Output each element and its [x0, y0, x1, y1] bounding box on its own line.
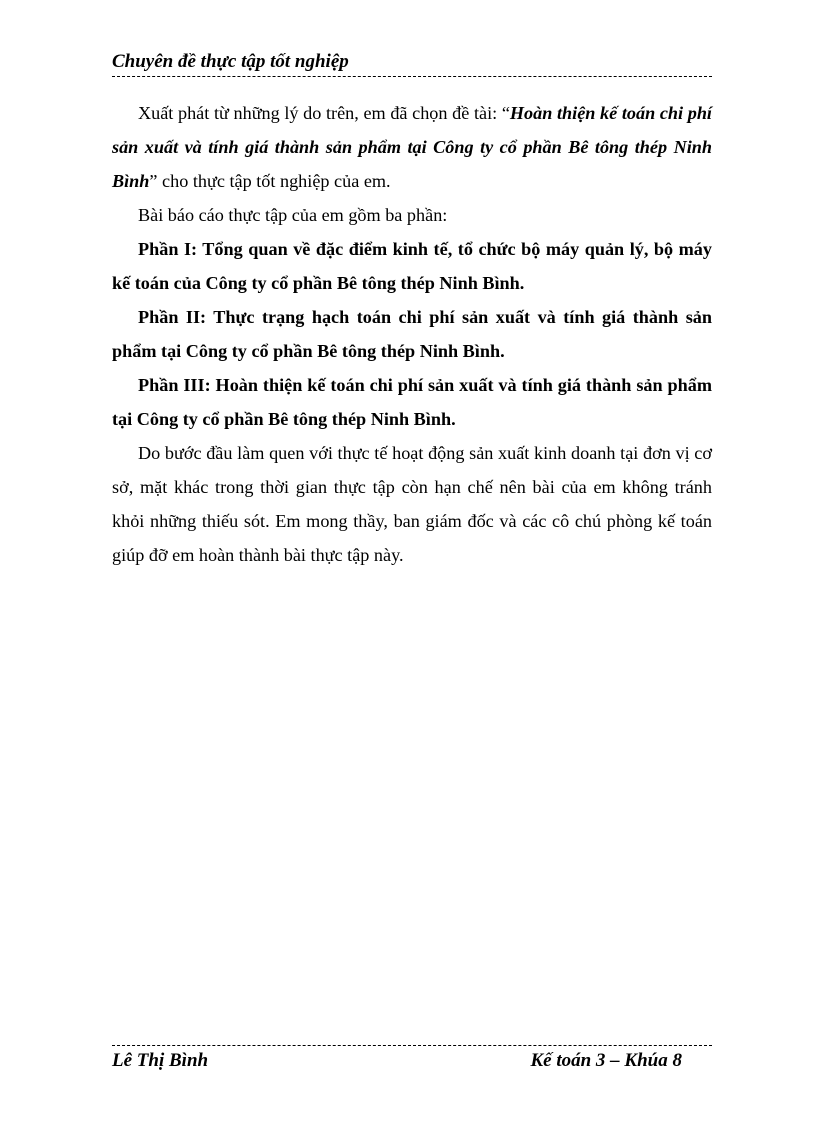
paragraph-topic-choice: [112, 96, 712, 198]
page-footer: [112, 1045, 712, 1076]
thesis-topic-title: Hoàn thiện kế toán chi phí sản xuất và tính giá thành sản phẩm tại Công ty cổ phần Bê tông thép Ninh Bình: [112, 103, 712, 191]
paragraph-outro-text: ” cho thực tập tốt nghiệp của em.: [149, 171, 391, 191]
page-header: [112, 50, 712, 77]
section-part-3: Phần III: Hoàn thiện kế toán chi phí sản xuất và tính giá thành sản phẩm tại Công ty cổ phần Bê tông thép Ninh Bình.: [112, 375, 712, 429]
footer-author: Lê Thị Bình: [112, 1050, 209, 1071]
section-part-2: Phần II: Thực trạng hạch toán chi phí sản xuất và tính giá thành sản phẩm tại Công ty cổ phần Bê tông thép Ninh Bình.: [112, 307, 712, 361]
header-title: Chuyên đề thực tập tốt nghiệp: [112, 51, 349, 72]
footer-class: Kế toán 3 – Khúa 8: [530, 1050, 682, 1071]
paragraph-closing: Do bước đầu làm quen với thực tế hoạt động sản xuất kinh doanh tại đơn vị cơ sở, mặt khác trong thời gian thực tập còn hạn chế nên bài của em không tránh khỏi những thiếu sót. Em mong thầy, ban giám đốc và các cô chú phòng kế toán giúp đỡ em hoàn thành bài thực tập này.: [112, 443, 712, 565]
paragraph-report-structure: Bài báo cáo thực tập của em gồm ba phần:: [138, 205, 448, 225]
paragraph-intro-text: Xuất phát từ những lý do trên, em đã chọn đề tài: “: [138, 103, 510, 123]
section-part-1: Phần I: Tổng quan về đặc điểm kinh tế, tổ chức bộ máy quản lý, bộ máy kế toán của Công ty cổ phần Bê tông thép Ninh Bình.: [112, 239, 712, 293]
document-body: [112, 96, 712, 572]
